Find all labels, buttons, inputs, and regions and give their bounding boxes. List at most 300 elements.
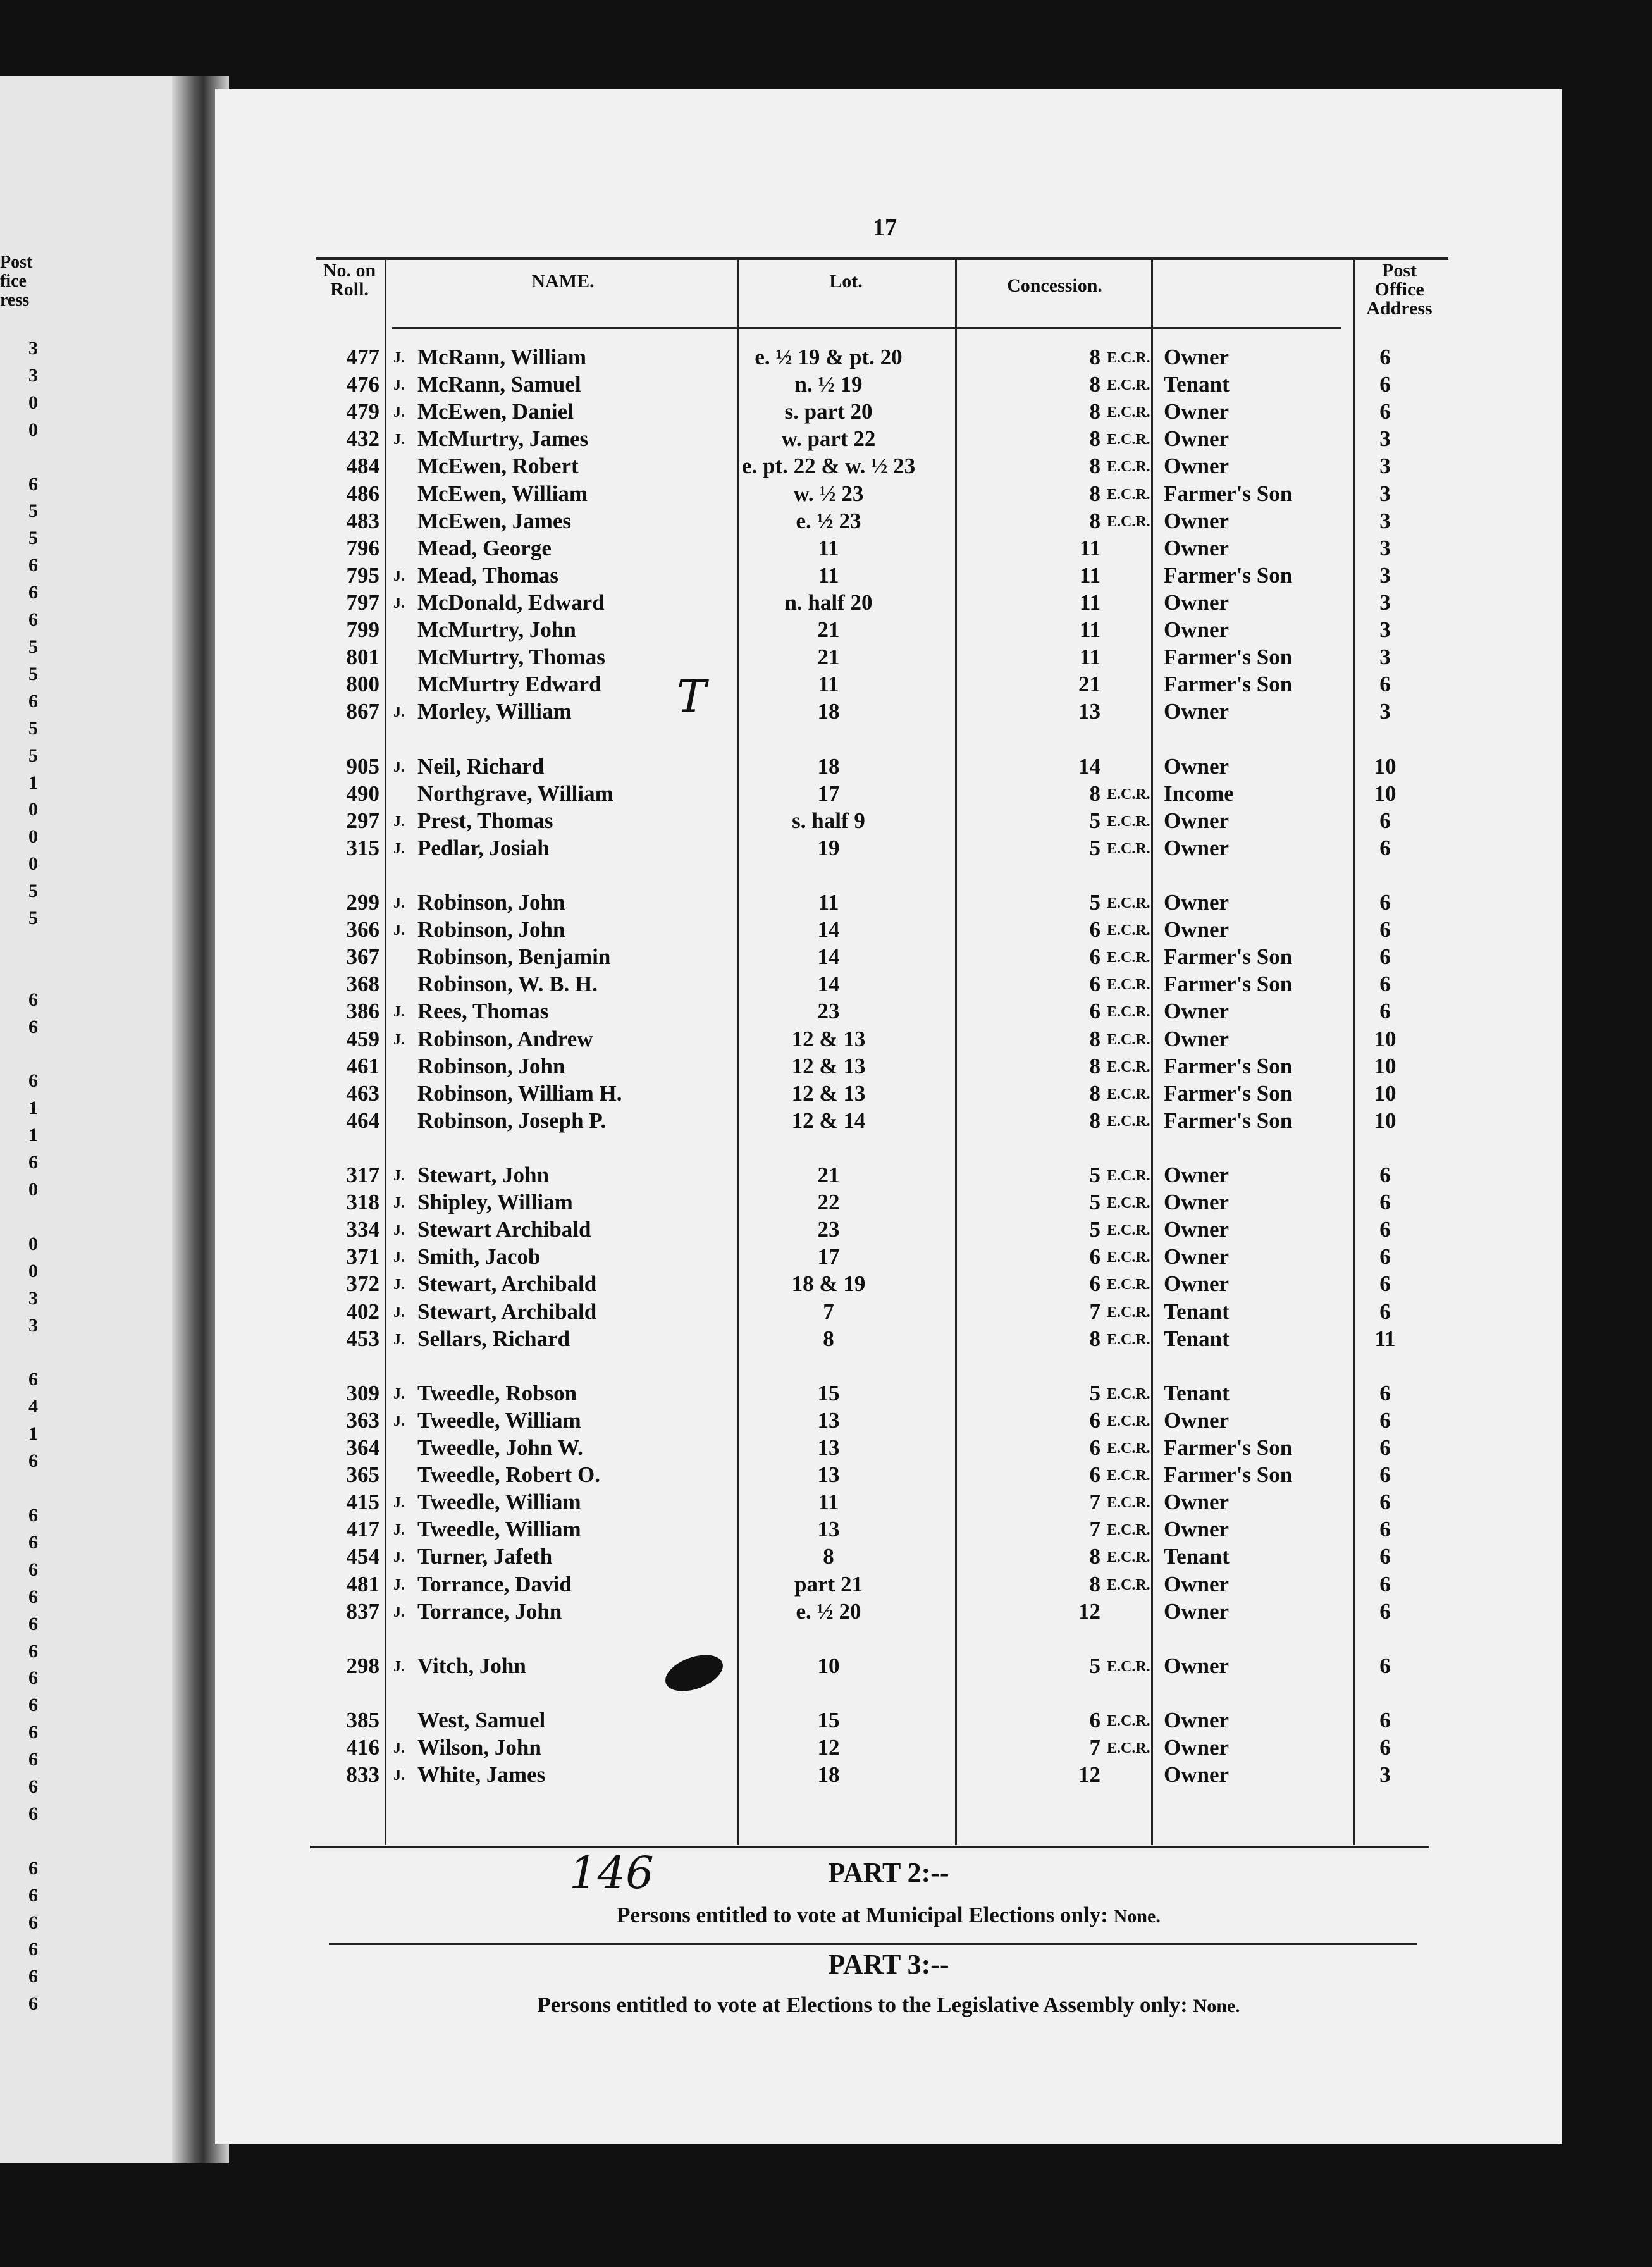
lot: 15 [817,1380,840,1405]
concession: 14 [1078,753,1100,779]
concession: 5 [1089,1190,1100,1215]
table-row [316,536,1461,563]
roll-number: 800 [346,672,379,697]
post-office: 6 [1379,372,1391,397]
juror-mark: J. [393,1222,405,1239]
juror-mark: J. [393,1495,405,1512]
table-row [316,699,1461,726]
post-office: 3 [1379,426,1391,452]
roll-number: 334 [346,1217,379,1242]
lot: e. ½ 19 & pt. 20 [755,345,903,369]
roll-number: 490 [346,781,379,806]
concession: 12 [1078,1598,1100,1624]
concession-road: E.C.R. [1107,1658,1150,1675]
concession: 6 [1089,1407,1100,1433]
qualification: Owner [1164,1598,1230,1624]
juror-mark: J. [393,377,405,394]
juror-mark: J. [393,404,405,421]
facing-page-value: 5 [28,500,38,522]
part3-title: PART 3:-- [828,1949,949,1980]
table-row [316,590,1461,617]
concession-road: E.C.R. [1107,1085,1150,1103]
post-office: 6 [1379,972,1391,997]
juror-mark: J. [393,758,405,775]
table-row [316,1217,1461,1244]
facing-page-value: 6 [28,582,38,603]
facing-page-value [0,1340,38,1367]
post-office: 3 [1379,590,1391,615]
table-row [316,917,1461,944]
qualification: Owner [1164,917,1230,942]
voter-name: Turner, Jafeth [417,1544,553,1569]
header-top-rule [316,257,1448,260]
roll-number: 801 [346,645,379,670]
juror-mark: J. [393,1385,405,1402]
qualification: Owner [1164,590,1230,615]
juror-mark: J. [393,1549,405,1566]
post-office: 6 [1379,345,1391,369]
lot: 17 [817,1244,840,1269]
voter-name: Robinson, Andrew [417,1026,593,1051]
roll-number: 905 [346,753,379,779]
concession: 8 [1089,1026,1100,1051]
concession: 6 [1089,1462,1100,1488]
voter-name: Robinson, William H. [417,1080,622,1106]
lot: 10 [817,1653,840,1678]
concession-road: E.C.R. [1107,1713,1150,1729]
qualification: Owner [1164,1217,1230,1242]
facing-page-value: 6 [28,1152,38,1173]
post-office: 3 [1379,1762,1391,1788]
concession: 11 [1079,617,1100,642]
table-row [316,1326,1461,1354]
juror-mark: J. [393,922,405,939]
facing-page-value: 6 [28,1966,38,1987]
post-office: 3 [1379,699,1391,724]
roll-number: 315 [346,835,379,860]
juror-mark: J. [393,595,405,612]
concession: 5 [1089,890,1100,915]
table-row [316,1135,1461,1163]
concession: 6 [1089,972,1100,997]
roll-number: 364 [346,1435,379,1460]
post-office: 6 [1379,1435,1391,1460]
part2-title: PART 2:-- [828,1857,949,1888]
voter-name: McEwen, James [417,508,572,533]
lot: part 21 [794,1571,863,1597]
qualification: Owner [1164,890,1230,915]
lot: 14 [817,944,840,970]
concession: 7 [1089,1490,1100,1515]
post-office: 6 [1379,1163,1391,1187]
lot: n. ½ 19 [794,372,863,397]
table-row [316,1572,1461,1599]
voter-name: Torrance, John [417,1598,562,1624]
facing-page-value: 5 [28,908,38,929]
post-office: 6 [1379,1571,1391,1597]
table-row [316,1081,1461,1108]
concession: 8 [1089,372,1100,397]
lot: e. ½ 23 [796,508,861,533]
facing-page-value: 3 [28,1287,38,1309]
table-row [316,781,1461,808]
post-office: 3 [1379,481,1391,506]
facing-page-value: 5 [28,528,38,549]
juror-mark: J. [393,431,405,448]
facing-page-values [0,335,38,2018]
post-office: 3 [1379,535,1391,560]
facing-page-value: 6 [28,1070,38,1092]
facing-page-value: 6 [28,1993,38,2015]
qualification: Farmer's Son [1164,944,1293,970]
table-row [316,454,1461,481]
voter-name: Tweedle, William [417,1517,581,1542]
table-row [316,972,1461,999]
facing-page-value: 6 [28,1749,38,1770]
facing-page-value: 6 [28,1613,38,1634]
lot: 11 [818,562,839,588]
juror-mark: J. [393,1576,405,1593]
concession-road: E.C.R. [1107,404,1150,421]
lot: 18 [817,753,840,779]
post-office: 3 [1379,645,1391,670]
lot: 11 [818,1490,839,1515]
table-row [316,563,1461,590]
qualification: Owner [1164,1026,1230,1051]
table-row [316,1517,1461,1544]
juror-mark: J. [393,1522,405,1539]
qualification: Owner [1164,1163,1230,1187]
roll-number: 363 [346,1407,379,1433]
qualification: Farmer's Son [1164,481,1293,506]
header-no-on-roll: No. on Roll. [323,260,376,300]
post-office: 10 [1374,1080,1396,1106]
table-row [316,345,1461,372]
voter-name: McEwen, William [417,481,588,506]
concession-road: E.C.R. [1107,895,1150,911]
voter-name: Neil, Richard [417,753,545,779]
concession-road: E.C.R. [1107,1522,1150,1539]
voter-name: McEwen, Daniel [417,399,574,424]
concession-road: E.C.R. [1107,431,1150,448]
lot: 8 [823,1544,834,1569]
voter-name: McMurtry, Thomas [417,645,605,670]
post-office: 11 [1374,1326,1396,1351]
post-office: 6 [1379,1217,1391,1242]
roll-number: 454 [346,1544,379,1569]
facing-page-value: 6 [28,1559,38,1580]
roll-number: 799 [346,617,379,642]
table-row [316,1462,1461,1490]
table-row [316,617,1461,645]
lot: 23 [817,999,840,1024]
table-row [316,1653,1461,1681]
concession-road: E.C.R. [1107,459,1150,476]
voter-name: McMurtry Edward [417,672,601,697]
table-row [316,808,1461,836]
qualification: Owner [1164,345,1230,369]
table-row [316,481,1461,509]
part2-top-rule [310,1846,1429,1848]
concession: 8 [1089,399,1100,424]
facing-page-value: 3 [28,364,38,386]
qualification: Income [1164,781,1234,806]
juror-mark: J. [393,1168,405,1184]
table-row [316,944,1461,972]
concession: 8 [1089,1326,1100,1351]
concession-road: E.C.R. [1107,1440,1150,1457]
voter-name: Stewart, John [417,1163,550,1187]
voter-name: McMurtry, James [417,426,589,452]
voter-name: Prest, Thomas [417,808,553,833]
qualification: Farmer's Son [1164,562,1293,588]
concession: 8 [1089,454,1100,479]
qualification: Owner [1164,1407,1230,1433]
post-office: 6 [1379,944,1391,970]
voter-name: McEwen, Robert [417,454,579,479]
lot: 14 [817,972,840,997]
table-row [316,1599,1461,1626]
voter-name: Robinson, W. B. H. [417,972,598,997]
voter-name: Sellars, Richard [417,1326,570,1351]
voter-name: Robinson, John [417,890,565,915]
qualification: Owner [1164,1517,1230,1542]
part3-top-rule [329,1943,1417,1945]
qualification: Tenant [1164,1380,1230,1405]
post-office: 6 [1379,672,1391,697]
juror-mark: J. [393,1740,405,1757]
concession-road: E.C.R. [1107,1412,1150,1430]
roll-number: 461 [346,1053,379,1078]
roll-number: 317 [346,1163,379,1187]
facing-page-value: 6 [28,1939,38,1960]
concession: 6 [1089,1435,1100,1460]
post-office: 6 [1379,1244,1391,1269]
voter-name: McMurtry, John [417,617,576,642]
table-row [316,509,1461,536]
lot: 11 [818,890,839,915]
post-office: 6 [1379,1708,1391,1733]
concession-road: E.C.R. [1107,813,1150,830]
concession-road: E.C.R. [1107,1168,1150,1184]
lot: 11 [818,535,839,560]
table-row [316,1108,1461,1135]
facing-page-value: 0 [28,853,38,875]
concession-road: E.C.R. [1107,1195,1150,1212]
facing-page-value: 6 [28,1857,38,1879]
qualification: Tenant [1164,1326,1230,1351]
concession: 12 [1078,1762,1100,1788]
qualification: Owner [1164,617,1230,642]
post-office: 3 [1379,562,1391,588]
lot: 13 [817,1517,840,1542]
lot: s. half 9 [792,808,865,833]
roll-number: 299 [346,890,379,915]
concession-road: E.C.R. [1107,786,1150,803]
lot: 12 & 13 [791,1053,866,1078]
table-row [316,1544,1461,1571]
facing-page-value [0,444,38,471]
table-row [316,426,1461,454]
qualification: Owner [1164,1571,1230,1597]
qualification: Owner [1164,454,1230,479]
table-row [316,399,1461,426]
post-office: 6 [1379,1299,1391,1324]
table-row [316,372,1461,399]
table-row [316,999,1461,1026]
post-office: 6 [1379,1462,1391,1488]
qualification: Owner [1164,1762,1230,1788]
juror-mark: J. [393,1603,405,1621]
qualification: Owner [1164,999,1230,1024]
post-office: 6 [1379,399,1391,424]
table-row [316,1762,1461,1789]
concession: 8 [1089,481,1100,506]
roll-number: 476 [346,372,379,397]
lot: w. ½ 23 [793,481,864,506]
roll-number: 415 [346,1490,379,1515]
table-row [316,1190,1461,1217]
facing-page-value: 1 [28,772,38,793]
facing-page-value: 6 [28,1531,38,1553]
roll-number: 417 [346,1517,379,1542]
concession: 6 [1089,917,1100,942]
roll-number: 365 [346,1462,379,1488]
facing-page-value: 0 [28,392,38,413]
roll-number: 486 [346,481,379,506]
roll-number: 297 [346,808,379,833]
roll-number: 386 [346,999,379,1024]
roll-number: 477 [346,345,379,369]
juror-mark: J. [393,840,405,857]
juror-mark: J. [393,1331,405,1348]
qualification: Owner [1164,1271,1230,1297]
voter-name: Tweedle, William [417,1407,581,1433]
concession: 5 [1089,1217,1100,1242]
post-office: 6 [1379,1380,1391,1405]
juror-mark: J. [393,567,405,584]
post-office: 6 [1379,1490,1391,1515]
concession-road: E.C.R. [1107,1222,1150,1239]
table-row [316,1681,1461,1708]
post-office: 6 [1379,1190,1391,1215]
lot: 18 [817,1762,840,1788]
facing-page-value: 6 [28,1369,38,1390]
facing-page-value [0,1041,38,1068]
concession: 6 [1089,1244,1100,1269]
part2-text [316,1903,1461,1928]
concession-road: E.C.R. [1107,1004,1150,1021]
facing-page-value: 0 [28,1179,38,1201]
facing-page-value: 5 [28,663,38,684]
roll-number: 796 [346,535,379,560]
qualification: Owner [1164,808,1230,833]
facing-page-value: 6 [28,690,38,712]
table-row [316,890,1461,917]
table-row [316,1735,1461,1762]
concession: 7 [1089,1517,1100,1542]
table-row [316,1299,1461,1326]
lot: s. part 20 [784,399,873,424]
qualification: Farmer's Son [1164,1435,1293,1460]
concession: 6 [1089,999,1100,1024]
voter-name: Robinson, Joseph P. [417,1108,607,1133]
juror-mark: J. [393,1276,405,1294]
roll-number: 309 [346,1380,379,1405]
lot: 18 & 19 [791,1271,866,1297]
juror-mark: J. [393,1249,405,1266]
juror-mark: J. [393,1031,405,1048]
concession: 13 [1078,699,1100,724]
concession: 11 [1079,562,1100,588]
lot: 12 & 13 [791,1026,866,1051]
qualification: Owner [1164,535,1230,560]
juror-mark: J. [393,1658,405,1675]
concession: 5 [1089,1163,1100,1187]
part2-value: None. [1113,1906,1161,1927]
voter-name: Stewart Archibald [417,1217,591,1242]
facing-page-value: 6 [28,473,38,495]
concession-road: E.C.R. [1107,1113,1150,1130]
qualification: Owner [1164,699,1230,724]
table-row [316,836,1461,863]
voter-name: Rees, Thomas [417,999,549,1024]
concession-road: E.C.R. [1107,1576,1150,1593]
roll-number: 366 [346,917,379,942]
post-office: 10 [1374,1053,1396,1078]
qualification: Owner [1164,1653,1230,1678]
voter-name: Northgrave, William [417,781,613,806]
roll-number: 368 [346,972,379,997]
post-office: 6 [1379,1271,1391,1297]
lot: 13 [817,1407,840,1433]
roll-number: 484 [346,454,379,479]
post-office: 3 [1379,617,1391,642]
concession: 8 [1089,1571,1100,1597]
qualification: Farmer's Son [1164,1053,1293,1078]
facing-page-value: 6 [28,1016,38,1037]
handwritten-total: 146 [569,1847,654,1899]
qualification: Farmer's Son [1164,645,1293,670]
post-office: 10 [1374,781,1396,806]
voter-name: Robinson, John [417,917,565,942]
qualification: Owner [1164,1190,1230,1215]
part3-value: None. [1193,1996,1240,2017]
facing-page-value: 6 [28,1695,38,1716]
lot: 14 [817,917,840,942]
juror-mark: J. [393,1195,405,1212]
concession-road: E.C.R. [1107,1385,1150,1402]
roll-number: 367 [346,944,379,970]
lot: 13 [817,1462,840,1488]
facing-page-value [0,932,38,960]
post-office: 10 [1374,753,1396,779]
concession: 8 [1089,1108,1100,1133]
qualification: Owner [1164,1244,1230,1269]
juror-mark: J. [393,1767,405,1784]
post-office: 6 [1379,1517,1391,1542]
qualification: Owner [1164,426,1230,452]
qualification: Owner [1164,508,1230,533]
part3-description: Persons entitled to vote at Elections to the Legislative Assembly only: [537,1992,1188,2017]
voter-name: Stewart, Archibald [417,1271,597,1297]
facing-page-value: 6 [28,1667,38,1689]
facing-page-value: 6 [28,1912,38,1933]
lot: e. pt. 22 & w. ½ 23 [741,454,916,479]
facing-page-value: 6 [28,1722,38,1743]
facing-page-value: 0 [28,826,38,848]
lot: n. half 20 [784,590,873,615]
